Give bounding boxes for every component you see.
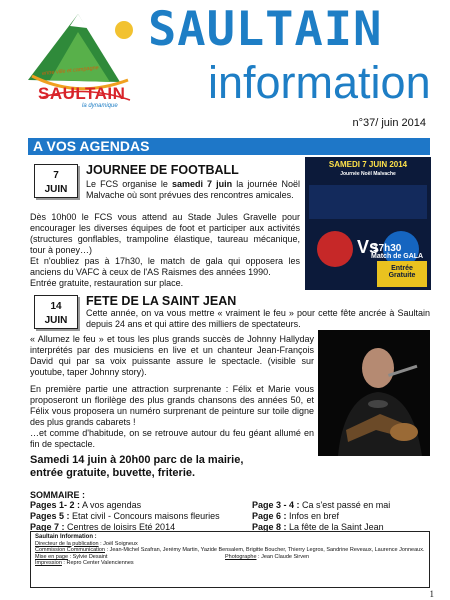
- sommaire-title: SOMMAIRE :: [30, 490, 85, 500]
- sommaire-item: Pages 5 : Etat civil - Concours maisons fleuries: [30, 511, 220, 521]
- saint-jean-body-1: « Allumez le feu » et tous les plus grands succès de Johnny Hallyday interprétés par des musiciens en live et un chanteur Jean-François David qui par sa voix puissante assure le spectacle. (visible sur youtube, taper Johnny story).: [30, 334, 314, 377]
- sommaire-item: Page 7 : Centres de loisirs Eté 2014: [30, 522, 176, 532]
- football-poster: [305, 157, 431, 290]
- page-number: 1: [429, 589, 434, 599]
- sommaire-right: [252, 500, 390, 533]
- section-banner: A VOS AGENDAS: [28, 138, 430, 155]
- poster-entry: Entrée Gratuite: [388, 265, 416, 279]
- sommaire-item: Page 3 - 4 : Ca s'est passé en mai: [252, 500, 391, 510]
- sommaire-item: Page 6 : Infos en bref: [252, 511, 340, 521]
- saint-jean-intro: Cette année, on va vous mettre « vraiment le feu » pour cette fête ancrée à Saultain depuis 24 ans et qui attire des milliers de spectateurs.: [86, 308, 430, 329]
- saint-jean-body-3: …et comme d'habitude, on se retrouve autour du feu géant allumé en fin de spectacle.: [30, 428, 314, 449]
- issue-number: n°37/ juin 2014: [352, 117, 426, 129]
- poster-time: 17h30: [373, 243, 402, 254]
- logo-sub: la dynamique: [82, 103, 118, 109]
- date-day: 7: [53, 170, 59, 181]
- logo-tagline: entre ville et campagne: [41, 65, 100, 77]
- sommaire-item: Page 8 : La fête de la Saint Jean: [252, 522, 384, 532]
- football-intro: Le FCS organise le samedi 7 juin la journée Noël Malvache où sont prévues des rencontres amicales.: [86, 179, 300, 200]
- poster-match: Match de GALA: [371, 253, 424, 260]
- saultain-logo: [20, 10, 142, 118]
- masthead-title: SAULTAIN: [148, 2, 383, 57]
- date-day: 14: [50, 301, 62, 312]
- sommaire-left: [30, 500, 220, 533]
- credits-title: Saultain Information :: [35, 534, 97, 540]
- date-month: JUIN: [44, 315, 68, 326]
- football-body: [30, 212, 300, 289]
- credits-box: [30, 531, 430, 588]
- masthead-subtitle: information: [208, 57, 431, 108]
- football-body-2: Et n'oubliez pas à 17h30, le match de gala qui opposera les anciens du VAFC à ceux de l'AS Raismes des années 1990.: [30, 256, 300, 277]
- saint-jean-title: FETE DE LA SAINT JEAN: [86, 294, 237, 308]
- credits-layout-photo: Mise en page : Sylvie Desaint Photographe : Jean Claude Sirven: [35, 553, 310, 560]
- date-month: JUIN: [44, 184, 68, 195]
- poster-line1: Journée Noël Malvache: [340, 171, 396, 177]
- credits-commission: Commission Communication : Jean-Michel Szafran, Jerémy Martin, Yazide Bensalem, Brigitte Boucher, Thierry Legros, Sandrine Reveaux, Laurence Jonneaux.: [35, 547, 425, 554]
- poster-vs: Vs: [356, 237, 380, 257]
- saint-jean-highlight-1: Samedi 14 juin à 20h00 parc de la mairie,: [30, 454, 244, 466]
- credits-director: Directeur de la publication : Joël Soigneux: [35, 540, 138, 547]
- saint-jean-highlight-2: entrée gratuite, buvette, friterie.: [30, 467, 196, 479]
- date-badge-14-juin: [34, 295, 78, 329]
- saint-jean-body: [30, 334, 314, 450]
- credits-printing: Impression : Repro Center Valenciennes: [35, 560, 134, 567]
- concert-photo: [318, 330, 430, 456]
- football-title: JOURNEE DE FOOTBALL: [86, 163, 239, 177]
- football-body-3: Entrée gratuite, restauration sur place.: [30, 278, 184, 288]
- poster-headline: SAMEDI 7 JUIN 2014: [328, 160, 408, 169]
- logo-town: SAULTAIN: [38, 84, 126, 103]
- sommaire-item: Pages 1- 2 : A vos agendas: [30, 500, 142, 510]
- football-body-1: Dès 10h00 le FCS vous attend au Stade Jules Gravelle pour encourager les diverses équipes de foot et participer aux activités (structures gonflables, trampoline élastique, taureau mécanique, tour à poney…): [30, 212, 300, 255]
- saint-jean-body-2: En première partie une attraction surprenante : Félix et Marie vous proposeront un florilège des plus grands chansons des années 50, et Félix vous proposera un numéro surprenant de peinture sur toile digne des plus grands cabarets !: [30, 384, 314, 427]
- date-badge-7-juin: [34, 164, 78, 198]
